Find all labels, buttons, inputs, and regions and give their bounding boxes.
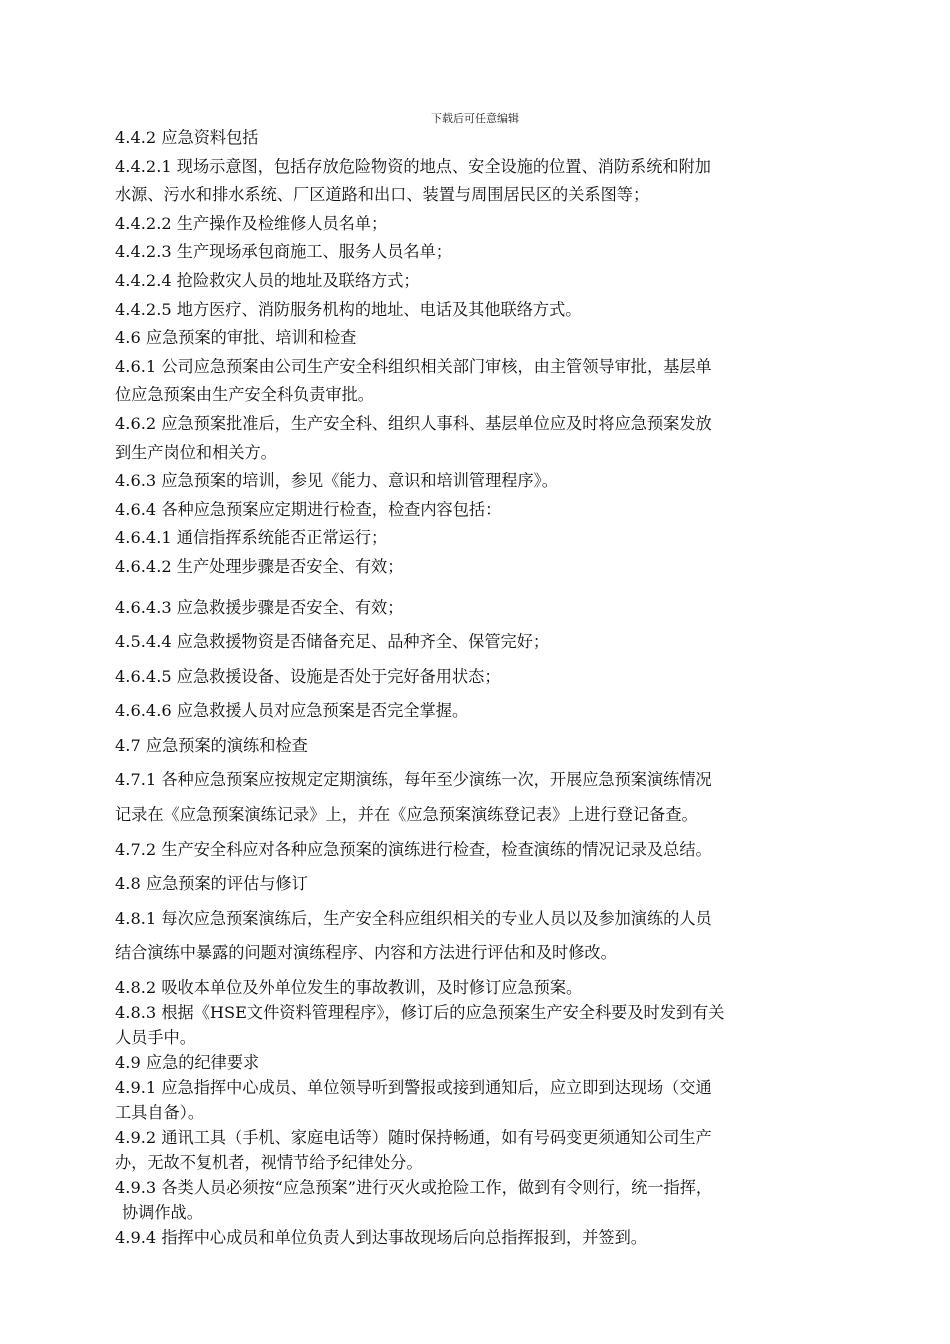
text-line: 4.8.1 每次应急预案演练后，生产安全科应组织相关的专业人员以及参加演练的人员 xyxy=(115,909,712,928)
text-line: 结合演练中暴露的问题对演练程序、内容和方法进行评估和及时修改。 xyxy=(115,943,617,962)
text-line: 4.5.4.4 应急救援物资是否储备充足、品种齐全、保管完好； xyxy=(115,632,550,651)
text-line: 4.4.2.2 生产操作及检维修人员名单； xyxy=(115,214,388,233)
text-line: 4.8.3 根据《HSE文件资料管理程序》，修订后的应急预案生产安全科要及时发到有关 xyxy=(115,1003,725,1022)
text-line: 到生产岗位和相关方。 xyxy=(115,443,277,462)
text-line: 协调作战。 xyxy=(122,1203,203,1222)
text-line: 4.6.4.1 通信指挥系统能否正常运行； xyxy=(115,528,388,547)
text-line: 位应急预案由生产安全科负责审批。 xyxy=(115,385,374,404)
text-line: 4.6.2 应急预案批准后，生产安全科、组织人事科、基层单位应及时将应急预案发放 xyxy=(115,414,712,433)
text-line: 4.4.2.5 地方医疗、消防服务机构的地址、电话及其他联络方式。 xyxy=(115,300,582,319)
section-heading: 4.6 应急预案的审批、培训和检查 xyxy=(115,328,357,347)
section-heading: 4.7 应急预案的演练和检查 xyxy=(115,736,308,755)
text-line: 人员手中。 xyxy=(115,1028,196,1047)
text-line: 4.6.4 各种应急预案应定期进行检查，检查内容包括： xyxy=(115,500,502,519)
text-line: 4.4.2.3 生产现场承包商施工、服务人员名单； xyxy=(115,242,452,261)
text-line: 4.4.2.4 抢险救灾人员的地址及联络方式； xyxy=(115,271,420,290)
text-line: 4.9.4 指挥中心成员和单位负责人到达事故现场后向总指挥报到，并签到。 xyxy=(115,1228,647,1247)
text-line: 记录在《应急预案演练记录》上，并在《应急预案演练登记表》上进行登记备查。 xyxy=(115,805,698,824)
section-heading: 4.8 应急预案的评估与修订 xyxy=(115,874,308,893)
text-line: 4.4.2 应急资料包括 xyxy=(115,128,259,147)
text-line: 4.6.4.2 生产处理步骤是否安全、有效； xyxy=(115,557,404,576)
text-line: 4.6.3 应急预案的培训，参见《能力、意识和培训管理程序》。 xyxy=(115,471,558,490)
text-line: 办，无故不复机者，视情节给予纪律处分。 xyxy=(115,1153,423,1172)
text-line: 4.6.4.5 应急救援设备、设施是否处于完好备用状态； xyxy=(115,667,501,686)
text-line: 4.9.2 通讯工具（手机、家庭电话等）随时保持畅通，如有号码变更须通知公司生产 xyxy=(115,1128,712,1147)
page-header: 下载后可任意编辑 xyxy=(431,112,519,125)
text-line: 4.7.1 各种应急预案应按规定定期演练，每年至少演练一次，开展应急预案演练情况 xyxy=(115,770,712,789)
text-line: 工具自备）。 xyxy=(115,1103,205,1122)
text-line: 4.4.2.1 现场示意图，包括存放危险物资的地点、安全设施的位置、消防系统和附加 xyxy=(115,157,711,176)
text-line: 4.7.2 生产安全科应对各种应急预案的演练进行检查，检查演练的情况记录及总结。 xyxy=(115,840,712,859)
text-line: 4.6.4.3 应急救援步骤是否安全、有效； xyxy=(115,598,404,617)
text-line: 4.8.2 吸收本单位及外单位发生的事故教训，及时修订应急预案。 xyxy=(115,978,583,997)
text-line: 4.6.4.6 应急救援人员对应急预案是否完全掌握。 xyxy=(115,701,469,720)
text-line: 水源、污水和排水系统、厂区道路和出口、装置与周围居民区的关系图等； xyxy=(115,185,650,204)
section-heading: 4.9 应急的纪律要求 xyxy=(115,1053,260,1072)
text-line: 4.9.3 各类人员必须按“应急预案”进行灭火或抢险工作，做到有令则行，统一指挥， xyxy=(115,1178,713,1197)
text-line: 4.9.1 应急指挥中心成员、单位领导听到警报或接到通知后，应立即到达现场（交通 xyxy=(115,1078,712,1097)
text-line: 4.6.1 公司应急预案由公司生产安全科组织相关部门审核，由主管领导审批，基层单 xyxy=(115,357,712,376)
